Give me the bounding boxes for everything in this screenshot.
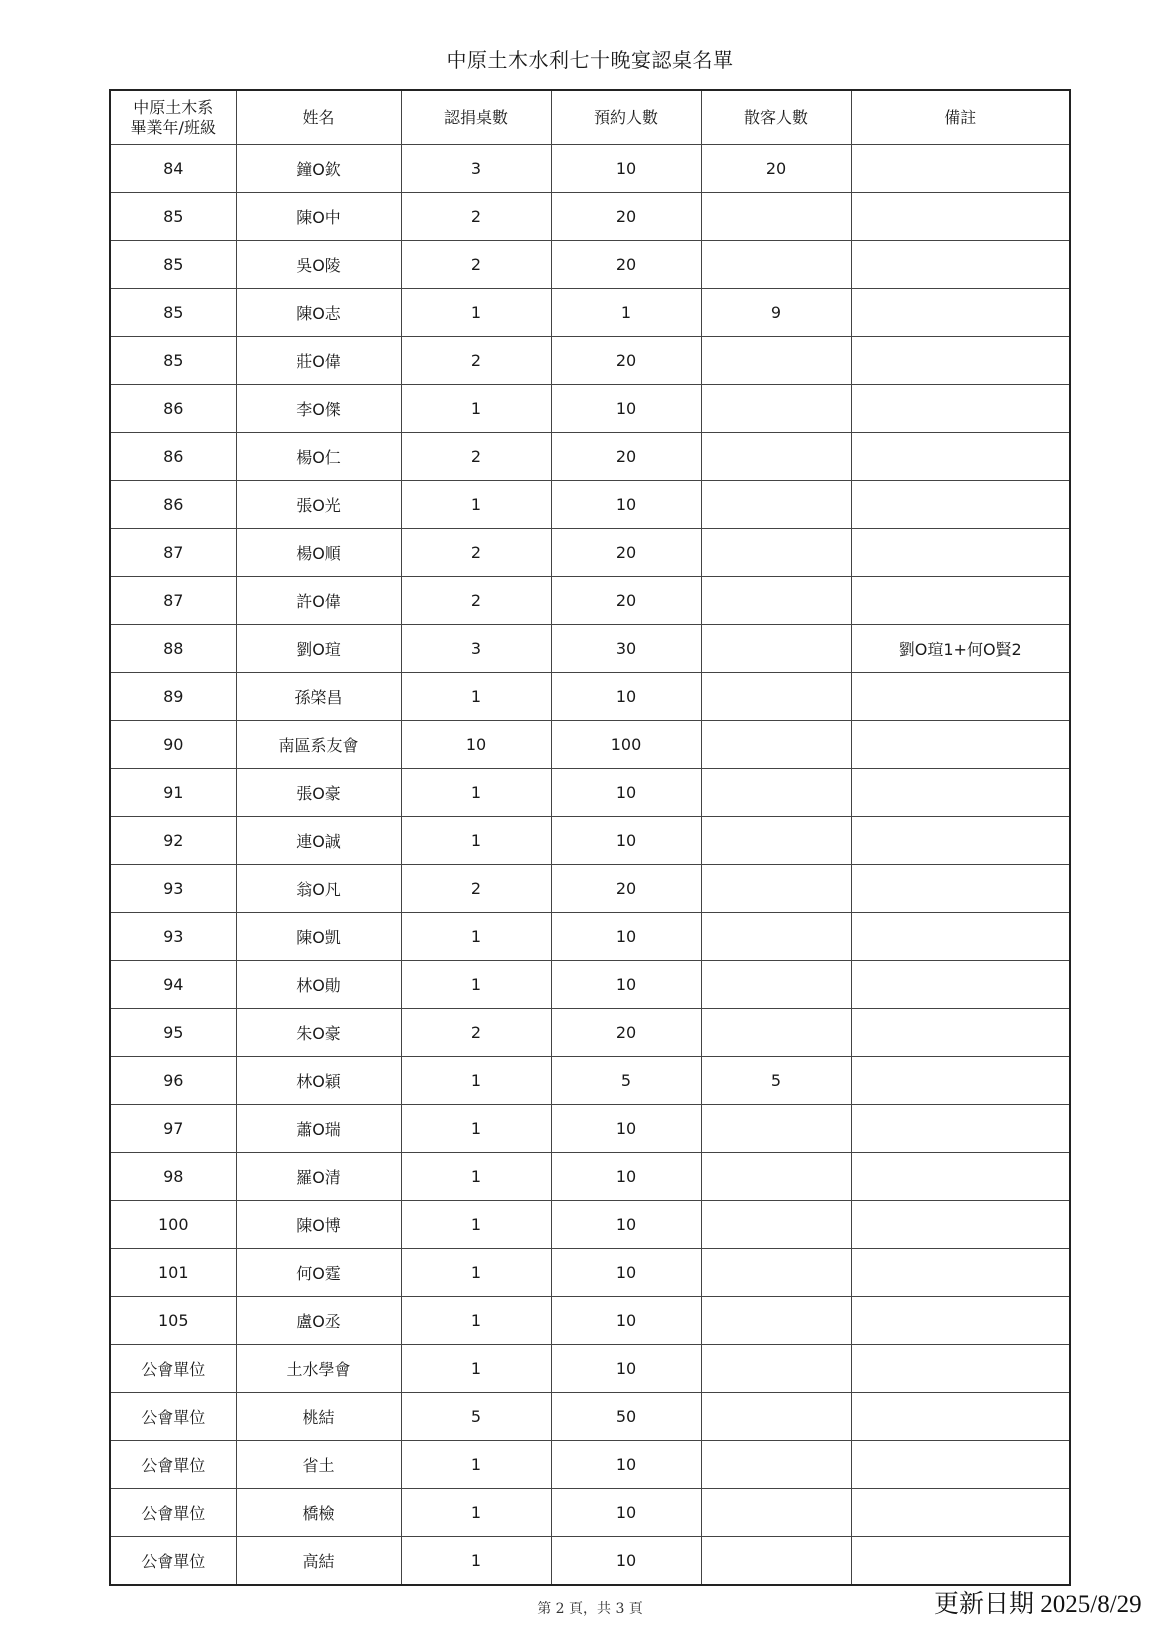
cell-name: 陳O中 bbox=[236, 193, 401, 241]
cell-note bbox=[851, 193, 1070, 241]
table-row bbox=[110, 1537, 1070, 1586]
cell-reserved: 10 bbox=[551, 961, 701, 1009]
cell-graduation-year: 94 bbox=[110, 961, 236, 1009]
cell-note bbox=[851, 913, 1070, 961]
cell-name: 吳O陵 bbox=[236, 241, 401, 289]
updated-date: 更新日期 2025/8/29 bbox=[934, 1591, 1142, 1618]
table-row bbox=[110, 721, 1070, 769]
cell-name: 蕭O瑞 bbox=[236, 1105, 401, 1153]
cell-note bbox=[851, 769, 1070, 817]
table-row bbox=[110, 577, 1070, 625]
table-row bbox=[110, 481, 1070, 529]
cell-walkin: 5 bbox=[701, 1057, 851, 1105]
cell-tables: 1 bbox=[401, 1297, 551, 1345]
table-row bbox=[110, 1441, 1070, 1489]
cell-reserved: 20 bbox=[551, 529, 701, 577]
cell-walkin bbox=[701, 193, 851, 241]
cell-note: 劉O瑄1+何O賢2 bbox=[851, 625, 1070, 673]
cell-tables: 1 bbox=[401, 1105, 551, 1153]
cell-tables: 2 bbox=[401, 529, 551, 577]
cell-walkin bbox=[701, 529, 851, 577]
cell-note bbox=[851, 385, 1070, 433]
cell-tables: 1 bbox=[401, 289, 551, 337]
cell-tables: 1 bbox=[401, 961, 551, 1009]
cell-note bbox=[851, 1201, 1070, 1249]
cell-walkin bbox=[701, 481, 851, 529]
cell-tables: 1 bbox=[401, 1249, 551, 1297]
cell-walkin bbox=[701, 1009, 851, 1057]
cell-name: 翁O凡 bbox=[236, 865, 401, 913]
cell-tables: 2 bbox=[401, 865, 551, 913]
cell-reserved: 10 bbox=[551, 481, 701, 529]
cell-name: 南區系友會 bbox=[236, 721, 401, 769]
table-row bbox=[110, 673, 1070, 721]
cell-walkin bbox=[701, 769, 851, 817]
cell-reserved: 10 bbox=[551, 385, 701, 433]
reservation-table bbox=[109, 89, 1071, 1586]
table-row bbox=[110, 1153, 1070, 1201]
cell-graduation-year: 89 bbox=[110, 673, 236, 721]
cell-name: 許O偉 bbox=[236, 577, 401, 625]
cell-reserved: 100 bbox=[551, 721, 701, 769]
cell-graduation-year: 85 bbox=[110, 337, 236, 385]
header-tables: 認捐桌數 bbox=[401, 90, 551, 145]
cell-note bbox=[851, 529, 1070, 577]
cell-note bbox=[851, 433, 1070, 481]
page-number: 第 2 頁，共 3 頁 bbox=[537, 1601, 643, 1617]
cell-note bbox=[851, 1441, 1070, 1489]
table-row bbox=[110, 1393, 1070, 1441]
table-row bbox=[110, 1009, 1070, 1057]
table-row bbox=[110, 385, 1070, 433]
cell-note bbox=[851, 145, 1070, 193]
cell-note bbox=[851, 1393, 1070, 1441]
cell-reserved: 10 bbox=[551, 1441, 701, 1489]
table-row bbox=[110, 529, 1070, 577]
cell-name: 桃結 bbox=[236, 1393, 401, 1441]
cell-name: 陳O凱 bbox=[236, 913, 401, 961]
cell-name: 楊O順 bbox=[236, 529, 401, 577]
cell-name: 盧O丞 bbox=[236, 1297, 401, 1345]
cell-reserved: 30 bbox=[551, 625, 701, 673]
cell-note bbox=[851, 673, 1070, 721]
table-row bbox=[110, 145, 1070, 193]
cell-walkin: 9 bbox=[701, 289, 851, 337]
table-row bbox=[110, 625, 1070, 673]
cell-reserved: 10 bbox=[551, 913, 701, 961]
cell-graduation-year: 公會單位 bbox=[110, 1345, 236, 1393]
cell-graduation-year: 93 bbox=[110, 913, 236, 961]
cell-reserved: 10 bbox=[551, 673, 701, 721]
cell-note bbox=[851, 721, 1070, 769]
cell-tables: 1 bbox=[401, 481, 551, 529]
cell-reserved: 10 bbox=[551, 1345, 701, 1393]
cell-note bbox=[851, 1249, 1070, 1297]
cell-reserved: 5 bbox=[551, 1057, 701, 1105]
cell-note bbox=[851, 1105, 1070, 1153]
cell-walkin bbox=[701, 433, 851, 481]
cell-name: 林O穎 bbox=[236, 1057, 401, 1105]
cell-graduation-year: 86 bbox=[110, 385, 236, 433]
header-year-line1: 中原土木系 bbox=[133, 97, 214, 117]
table-row bbox=[110, 193, 1070, 241]
cell-walkin bbox=[701, 1249, 851, 1297]
cell-note bbox=[851, 577, 1070, 625]
header-graduation-year bbox=[110, 90, 236, 145]
cell-reserved: 10 bbox=[551, 1297, 701, 1345]
cell-note bbox=[851, 241, 1070, 289]
cell-tables: 1 bbox=[401, 385, 551, 433]
cell-graduation-year: 85 bbox=[110, 241, 236, 289]
cell-tables: 1 bbox=[401, 817, 551, 865]
cell-note bbox=[851, 337, 1070, 385]
cell-reserved: 20 bbox=[551, 337, 701, 385]
cell-walkin bbox=[701, 241, 851, 289]
cell-graduation-year: 84 bbox=[110, 145, 236, 193]
cell-graduation-year: 公會單位 bbox=[110, 1441, 236, 1489]
cell-tables: 1 bbox=[401, 1201, 551, 1249]
cell-name: 孫棨昌 bbox=[236, 673, 401, 721]
cell-tables: 1 bbox=[401, 1489, 551, 1537]
table-row bbox=[110, 433, 1070, 481]
cell-tables: 2 bbox=[401, 433, 551, 481]
cell-walkin bbox=[701, 1489, 851, 1537]
table-row bbox=[110, 1297, 1070, 1345]
cell-graduation-year: 100 bbox=[110, 1201, 236, 1249]
table-row bbox=[110, 241, 1070, 289]
cell-walkin bbox=[701, 1105, 851, 1153]
cell-graduation-year: 86 bbox=[110, 481, 236, 529]
table-row bbox=[110, 1249, 1070, 1297]
cell-name: 劉O瑄 bbox=[236, 625, 401, 673]
cell-reserved: 20 bbox=[551, 241, 701, 289]
cell-graduation-year: 86 bbox=[110, 433, 236, 481]
cell-name: 林O勛 bbox=[236, 961, 401, 1009]
cell-tables: 1 bbox=[401, 673, 551, 721]
cell-reserved: 50 bbox=[551, 1393, 701, 1441]
cell-reserved: 10 bbox=[551, 769, 701, 817]
cell-note bbox=[851, 481, 1070, 529]
cell-walkin bbox=[701, 913, 851, 961]
cell-walkin bbox=[701, 1393, 851, 1441]
cell-note bbox=[851, 817, 1070, 865]
cell-graduation-year: 92 bbox=[110, 817, 236, 865]
cell-name: 張O光 bbox=[236, 481, 401, 529]
cell-walkin bbox=[701, 721, 851, 769]
cell-name: 橋檢 bbox=[236, 1489, 401, 1537]
cell-note bbox=[851, 865, 1070, 913]
cell-walkin bbox=[701, 865, 851, 913]
cell-tables: 1 bbox=[401, 769, 551, 817]
table-row bbox=[110, 913, 1070, 961]
cell-walkin bbox=[701, 1153, 851, 1201]
table-row bbox=[110, 337, 1070, 385]
cell-graduation-year: 公會單位 bbox=[110, 1393, 236, 1441]
cell-graduation-year: 90 bbox=[110, 721, 236, 769]
cell-graduation-year: 95 bbox=[110, 1009, 236, 1057]
cell-graduation-year: 97 bbox=[110, 1105, 236, 1153]
cell-tables: 1 bbox=[401, 1537, 551, 1586]
cell-reserved: 10 bbox=[551, 1537, 701, 1586]
cell-walkin: 20 bbox=[701, 145, 851, 193]
cell-walkin bbox=[701, 1297, 851, 1345]
cell-tables: 3 bbox=[401, 145, 551, 193]
table-row bbox=[110, 1489, 1070, 1537]
page-title: 中原土木水利七十晚宴認桌名單 bbox=[446, 48, 734, 72]
cell-tables: 2 bbox=[401, 193, 551, 241]
cell-name: 鐘O欽 bbox=[236, 145, 401, 193]
cell-note bbox=[851, 1345, 1070, 1393]
cell-tables: 2 bbox=[401, 1009, 551, 1057]
cell-note bbox=[851, 1009, 1070, 1057]
table-body bbox=[110, 145, 1070, 1586]
table-row bbox=[110, 289, 1070, 337]
cell-tables: 5 bbox=[401, 1393, 551, 1441]
cell-graduation-year: 96 bbox=[110, 1057, 236, 1105]
cell-reserved: 20 bbox=[551, 865, 701, 913]
cell-tables: 1 bbox=[401, 1057, 551, 1105]
table-row bbox=[110, 817, 1070, 865]
cell-graduation-year: 85 bbox=[110, 289, 236, 337]
cell-walkin bbox=[701, 1441, 851, 1489]
cell-reserved: 10 bbox=[551, 1489, 701, 1537]
cell-tables: 1 bbox=[401, 1345, 551, 1393]
cell-graduation-year: 公會單位 bbox=[110, 1489, 236, 1537]
cell-name: 朱O豪 bbox=[236, 1009, 401, 1057]
cell-graduation-year: 88 bbox=[110, 625, 236, 673]
cell-graduation-year: 87 bbox=[110, 577, 236, 625]
cell-reserved: 20 bbox=[551, 193, 701, 241]
header-walkin: 散客人數 bbox=[701, 90, 851, 145]
cell-tables: 1 bbox=[401, 913, 551, 961]
cell-note bbox=[851, 1297, 1070, 1345]
cell-reserved: 1 bbox=[551, 289, 701, 337]
cell-walkin bbox=[701, 337, 851, 385]
cell-name: 陳O博 bbox=[236, 1201, 401, 1249]
cell-reserved: 10 bbox=[551, 1249, 701, 1297]
header-reserved: 預約人數 bbox=[551, 90, 701, 145]
cell-walkin bbox=[701, 1201, 851, 1249]
cell-graduation-year: 85 bbox=[110, 193, 236, 241]
table-row bbox=[110, 769, 1070, 817]
cell-name: 陳O志 bbox=[236, 289, 401, 337]
cell-name: 莊O偉 bbox=[236, 337, 401, 385]
cell-reserved: 10 bbox=[551, 817, 701, 865]
cell-note bbox=[851, 1057, 1070, 1105]
cell-walkin bbox=[701, 961, 851, 1009]
cell-name: 省土 bbox=[236, 1441, 401, 1489]
cell-name: 張O豪 bbox=[236, 769, 401, 817]
table-row bbox=[110, 961, 1070, 1009]
cell-walkin bbox=[701, 625, 851, 673]
cell-walkin bbox=[701, 385, 851, 433]
cell-reserved: 20 bbox=[551, 1009, 701, 1057]
header-year-line2: 畢業年/班級 bbox=[130, 117, 216, 137]
cell-graduation-year: 105 bbox=[110, 1297, 236, 1345]
cell-walkin bbox=[701, 577, 851, 625]
cell-tables: 2 bbox=[401, 337, 551, 385]
cell-name: 連O誠 bbox=[236, 817, 401, 865]
cell-tables: 10 bbox=[401, 721, 551, 769]
cell-graduation-year: 公會單位 bbox=[110, 1537, 236, 1586]
cell-note bbox=[851, 961, 1070, 1009]
cell-reserved: 10 bbox=[551, 145, 701, 193]
cell-graduation-year: 98 bbox=[110, 1153, 236, 1201]
cell-tables: 2 bbox=[401, 241, 551, 289]
cell-walkin bbox=[701, 817, 851, 865]
table-row bbox=[110, 1105, 1070, 1153]
cell-reserved: 10 bbox=[551, 1201, 701, 1249]
cell-reserved: 20 bbox=[551, 577, 701, 625]
cell-name: 李O傑 bbox=[236, 385, 401, 433]
cell-name: 楊O仁 bbox=[236, 433, 401, 481]
cell-reserved: 10 bbox=[551, 1153, 701, 1201]
cell-walkin bbox=[701, 1345, 851, 1393]
cell-name: 高結 bbox=[236, 1537, 401, 1586]
cell-walkin bbox=[701, 1537, 851, 1586]
cell-tables: 3 bbox=[401, 625, 551, 673]
table-row bbox=[110, 1201, 1070, 1249]
header-name: 姓名 bbox=[236, 90, 401, 145]
cell-graduation-year: 87 bbox=[110, 529, 236, 577]
cell-note bbox=[851, 1489, 1070, 1537]
cell-name: 羅O清 bbox=[236, 1153, 401, 1201]
table-header-row bbox=[110, 90, 1070, 145]
cell-name: 土水學會 bbox=[236, 1345, 401, 1393]
cell-graduation-year: 91 bbox=[110, 769, 236, 817]
cell-walkin bbox=[701, 673, 851, 721]
cell-tables: 2 bbox=[401, 577, 551, 625]
cell-reserved: 20 bbox=[551, 433, 701, 481]
table-row bbox=[110, 1345, 1070, 1393]
cell-note bbox=[851, 1537, 1070, 1586]
cell-note bbox=[851, 289, 1070, 337]
header-note: 備註 bbox=[851, 90, 1070, 145]
table-row bbox=[110, 865, 1070, 913]
cell-graduation-year: 93 bbox=[110, 865, 236, 913]
cell-note bbox=[851, 1153, 1070, 1201]
cell-tables: 1 bbox=[401, 1153, 551, 1201]
cell-name: 何O霆 bbox=[236, 1249, 401, 1297]
cell-graduation-year: 101 bbox=[110, 1249, 236, 1297]
table-row bbox=[110, 1057, 1070, 1105]
cell-tables: 1 bbox=[401, 1441, 551, 1489]
cell-reserved: 10 bbox=[551, 1105, 701, 1153]
